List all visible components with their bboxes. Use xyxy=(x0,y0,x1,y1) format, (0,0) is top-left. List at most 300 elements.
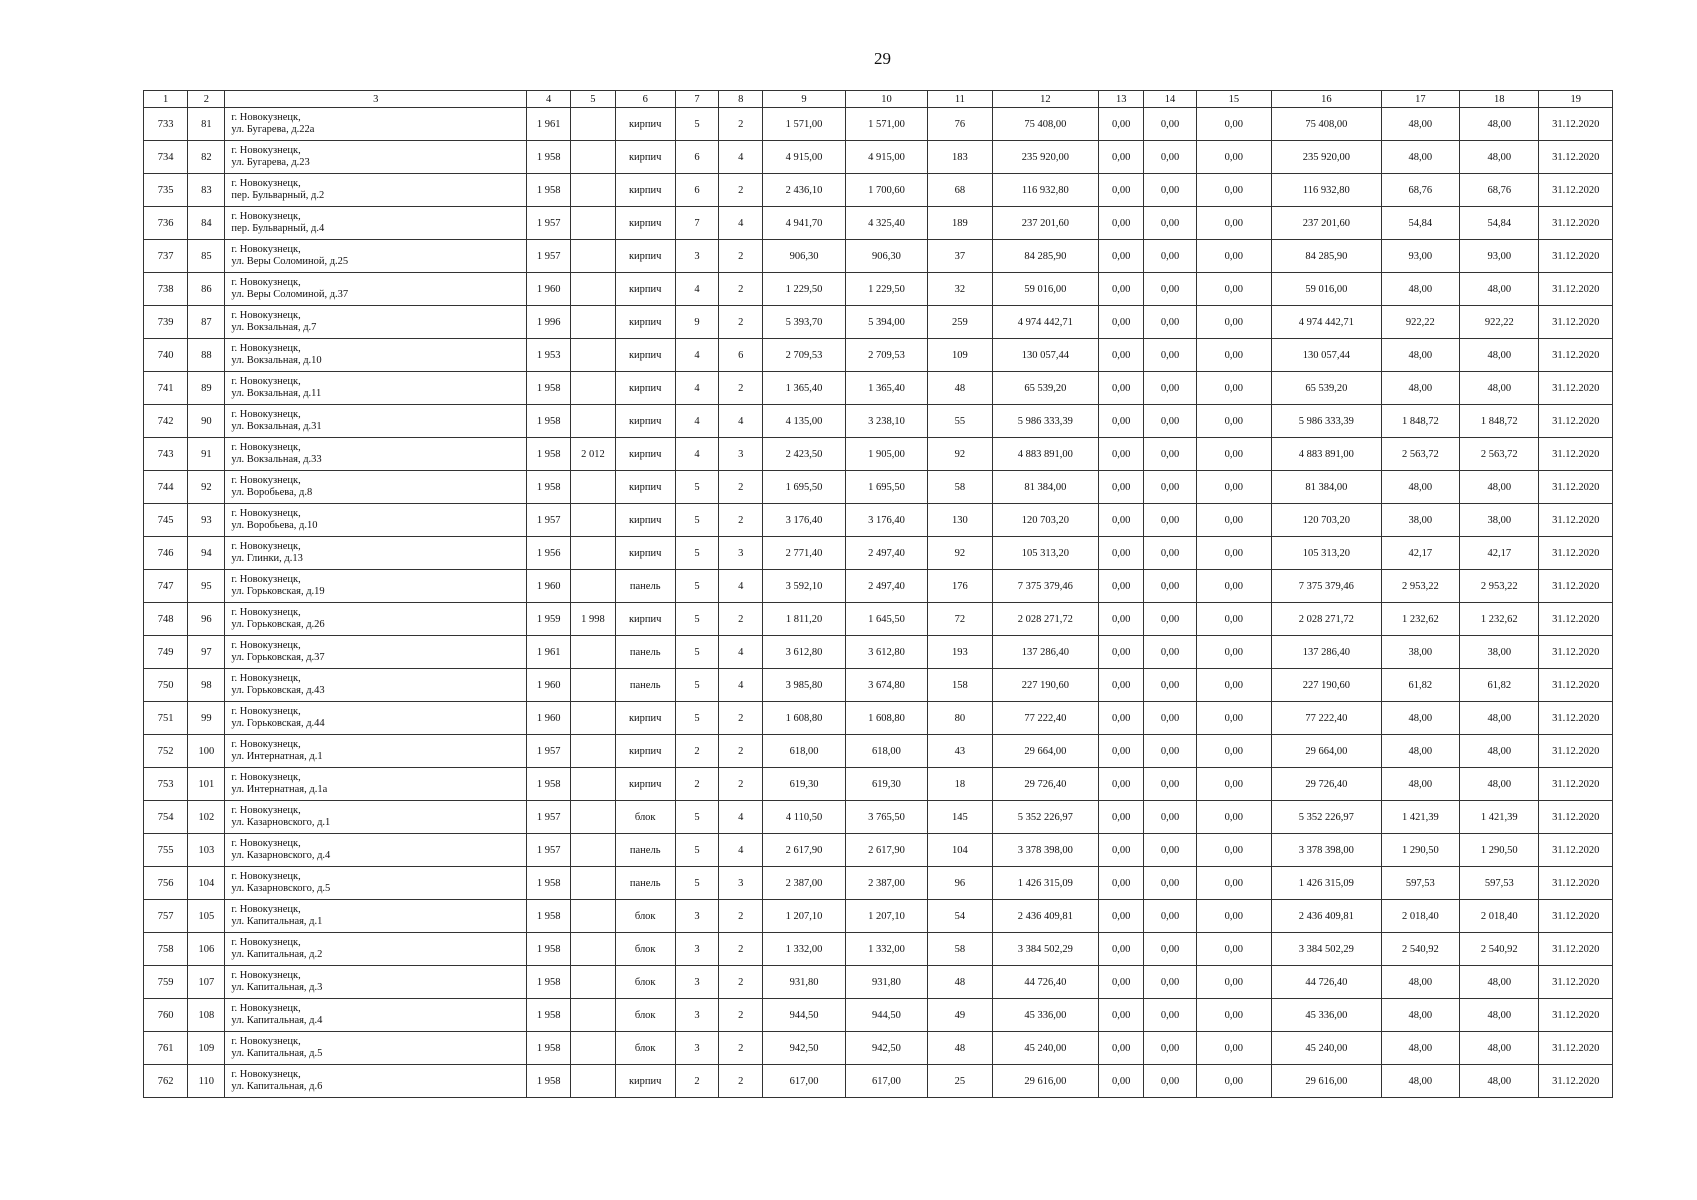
cell-col-13: 0,00 xyxy=(1099,108,1144,141)
table-row xyxy=(144,933,1613,966)
cell-col-16: 1 426 315,09 xyxy=(1272,867,1382,900)
address-street: ул. Казарновского, д.1 xyxy=(231,817,331,828)
cell-local-number: 109 xyxy=(188,1032,225,1065)
cell-col-5 xyxy=(571,900,615,933)
cell-col-10: 1 700,60 xyxy=(845,174,927,207)
table-row xyxy=(144,603,1613,636)
cell-col-10: 1 571,00 xyxy=(845,108,927,141)
cell-col-7: 3 xyxy=(675,933,718,966)
table-row xyxy=(144,999,1613,1032)
address-street: ул. Капитальная, д.4 xyxy=(231,1015,323,1026)
cell-col-14: 0,00 xyxy=(1144,306,1196,339)
address-street: ул. Интернатная, д.1 xyxy=(231,751,323,762)
cell-col-12: 116 932,80 xyxy=(992,174,1099,207)
cell-col-11: 48 xyxy=(928,966,992,999)
cell-col-12: 7 375 379,46 xyxy=(992,570,1099,603)
cell-col-19: 31.12.2020 xyxy=(1539,933,1613,966)
cell-col-12: 3 378 398,00 xyxy=(992,834,1099,867)
cell-col-7: 4 xyxy=(675,438,718,471)
table-row xyxy=(144,306,1613,339)
cell-col-12: 45 336,00 xyxy=(992,999,1099,1032)
cell-row-number: 743 xyxy=(144,438,188,471)
cell-col-8: 2 xyxy=(719,702,763,735)
cell-col-13: 0,00 xyxy=(1099,306,1144,339)
table-row xyxy=(144,405,1613,438)
cell-col-14: 0,00 xyxy=(1144,1065,1196,1098)
cell-col-4: 1 959 xyxy=(527,603,571,636)
cell-col-16: 81 384,00 xyxy=(1272,471,1382,504)
cell-col-6: панель xyxy=(615,669,675,702)
address-street: ул. Вокзальная, д.7 xyxy=(231,322,317,333)
cell-col-16: 237 201,60 xyxy=(1272,207,1382,240)
cell-col-19: 31.12.2020 xyxy=(1539,669,1613,702)
cell-col-5 xyxy=(571,306,615,339)
table-row xyxy=(144,1065,1613,1098)
address-street: ул. Капитальная, д.1 xyxy=(231,916,323,927)
address-street: ул. Глинки, д.13 xyxy=(231,553,303,564)
cell-col-11: 104 xyxy=(928,834,992,867)
cell-col-8: 2 xyxy=(719,1065,763,1098)
cell-col-9: 617,00 xyxy=(763,1065,845,1098)
cell-col-11: 55 xyxy=(928,405,992,438)
cell-col-16: 59 016,00 xyxy=(1272,273,1382,306)
table-row xyxy=(144,735,1613,768)
cell-col-9: 1 207,10 xyxy=(763,900,845,933)
cell-col-8: 2 xyxy=(719,900,763,933)
cell-col-16: 227 190,60 xyxy=(1272,669,1382,702)
cell-col-15: 0,00 xyxy=(1196,141,1271,174)
cell-col-13: 0,00 xyxy=(1099,570,1144,603)
cell-col-17: 597,53 xyxy=(1381,867,1459,900)
table-row xyxy=(144,966,1613,999)
cell-col-18: 1 232,62 xyxy=(1460,603,1539,636)
cell-col-17: 42,17 xyxy=(1381,537,1459,570)
cell-col-15: 0,00 xyxy=(1196,273,1271,306)
column-header-2: 2 xyxy=(188,91,225,108)
cell-col-17: 922,22 xyxy=(1381,306,1459,339)
cell-row-number: 754 xyxy=(144,801,188,834)
cell-address xyxy=(225,438,527,471)
table-row xyxy=(144,174,1613,207)
address-city: г. Новокузнецк, xyxy=(231,772,301,783)
column-header-7: 7 xyxy=(675,91,718,108)
cell-col-17: 48,00 xyxy=(1381,1065,1459,1098)
cell-col-13: 0,00 xyxy=(1099,834,1144,867)
address-city: г. Новокузнецк, xyxy=(231,541,301,552)
cell-col-5 xyxy=(571,339,615,372)
cell-row-number: 741 xyxy=(144,372,188,405)
cell-col-7: 5 xyxy=(675,471,718,504)
cell-col-5 xyxy=(571,471,615,504)
cell-col-13: 0,00 xyxy=(1099,669,1144,702)
cell-col-6: кирпич xyxy=(615,207,675,240)
cell-col-9: 1 332,00 xyxy=(763,933,845,966)
address-city: г. Новокузнецк, xyxy=(231,508,301,519)
cell-col-8: 2 xyxy=(719,735,763,768)
cell-col-11: 109 xyxy=(928,339,992,372)
cell-col-10: 1 645,50 xyxy=(845,603,927,636)
address-city: г. Новокузнецк, xyxy=(231,442,301,453)
table-row xyxy=(144,108,1613,141)
cell-col-19: 31.12.2020 xyxy=(1539,108,1613,141)
cell-col-10: 1 332,00 xyxy=(845,933,927,966)
cell-col-7: 5 xyxy=(675,834,718,867)
cell-local-number: 98 xyxy=(188,669,225,702)
cell-address xyxy=(225,834,527,867)
cell-col-15: 0,00 xyxy=(1196,174,1271,207)
cell-col-10: 2 497,40 xyxy=(845,570,927,603)
cell-col-12: 235 920,00 xyxy=(992,141,1099,174)
cell-col-19: 31.12.2020 xyxy=(1539,603,1613,636)
cell-col-17: 2 540,92 xyxy=(1381,933,1459,966)
table-row xyxy=(144,141,1613,174)
cell-col-7: 3 xyxy=(675,900,718,933)
cell-row-number: 757 xyxy=(144,900,188,933)
cell-col-14: 0,00 xyxy=(1144,471,1196,504)
cell-col-14: 0,00 xyxy=(1144,207,1196,240)
cell-col-7: 5 xyxy=(675,801,718,834)
cell-col-10: 931,80 xyxy=(845,966,927,999)
cell-col-12: 77 222,40 xyxy=(992,702,1099,735)
cell-col-19: 31.12.2020 xyxy=(1539,207,1613,240)
cell-col-12: 5 352 226,97 xyxy=(992,801,1099,834)
cell-col-4: 1 957 xyxy=(527,207,571,240)
cell-col-16: 65 539,20 xyxy=(1272,372,1382,405)
cell-col-16: 4 974 442,71 xyxy=(1272,306,1382,339)
cell-col-5 xyxy=(571,108,615,141)
table-row xyxy=(144,207,1613,240)
cell-col-19: 31.12.2020 xyxy=(1539,966,1613,999)
cell-col-12: 5 986 333,39 xyxy=(992,405,1099,438)
address-street: ул. Интернатная, д.1а xyxy=(231,784,328,795)
cell-col-4: 1 958 xyxy=(527,1032,571,1065)
cell-row-number: 734 xyxy=(144,141,188,174)
cell-col-19: 31.12.2020 xyxy=(1539,636,1613,669)
cell-col-4: 1 958 xyxy=(527,405,571,438)
cell-col-17: 48,00 xyxy=(1381,966,1459,999)
cell-col-6: кирпич xyxy=(615,768,675,801)
cell-col-5 xyxy=(571,636,615,669)
cell-col-15: 0,00 xyxy=(1196,735,1271,768)
cell-col-14: 0,00 xyxy=(1144,1032,1196,1065)
cell-row-number: 744 xyxy=(144,471,188,504)
cell-col-14: 0,00 xyxy=(1144,834,1196,867)
cell-col-11: 32 xyxy=(928,273,992,306)
cell-col-10: 3 176,40 xyxy=(845,504,927,537)
cell-col-8: 2 xyxy=(719,1032,763,1065)
cell-col-18: 48,00 xyxy=(1460,1065,1539,1098)
cell-col-9: 1 571,00 xyxy=(763,108,845,141)
cell-col-6: панель xyxy=(615,570,675,603)
cell-col-7: 4 xyxy=(675,339,718,372)
cell-col-14: 0,00 xyxy=(1144,108,1196,141)
cell-col-17: 54,84 xyxy=(1381,207,1459,240)
cell-col-17: 38,00 xyxy=(1381,636,1459,669)
cell-col-13: 0,00 xyxy=(1099,174,1144,207)
cell-row-number: 752 xyxy=(144,735,188,768)
cell-col-13: 0,00 xyxy=(1099,702,1144,735)
address-street: ул. Вокзальная, д.33 xyxy=(231,454,322,465)
cell-col-9: 1 229,50 xyxy=(763,273,845,306)
cell-col-13: 0,00 xyxy=(1099,966,1144,999)
table-row xyxy=(144,801,1613,834)
table-row xyxy=(144,636,1613,669)
cell-col-14: 0,00 xyxy=(1144,141,1196,174)
cell-row-number: 751 xyxy=(144,702,188,735)
cell-col-8: 4 xyxy=(719,834,763,867)
cell-col-10: 2 617,90 xyxy=(845,834,927,867)
table-row xyxy=(144,372,1613,405)
cell-col-18: 2 540,92 xyxy=(1460,933,1539,966)
cell-col-8: 2 xyxy=(719,372,763,405)
cell-col-16: 130 057,44 xyxy=(1272,339,1382,372)
cell-col-19: 31.12.2020 xyxy=(1539,174,1613,207)
address-street: ул. Воробьева, д.8 xyxy=(231,487,313,498)
cell-col-4: 1 958 xyxy=(527,966,571,999)
address-city: г. Новокузнецк, xyxy=(231,640,301,651)
cell-col-8: 4 xyxy=(719,669,763,702)
cell-row-number: 758 xyxy=(144,933,188,966)
cell-col-11: 130 xyxy=(928,504,992,537)
cell-address xyxy=(225,108,527,141)
cell-col-6: панель xyxy=(615,867,675,900)
column-header-11: 11 xyxy=(928,91,992,108)
cell-col-13: 0,00 xyxy=(1099,438,1144,471)
cell-col-18: 48,00 xyxy=(1460,768,1539,801)
cell-col-17: 93,00 xyxy=(1381,240,1459,273)
cell-col-14: 0,00 xyxy=(1144,504,1196,537)
cell-col-4: 1 961 xyxy=(527,636,571,669)
cell-col-6: кирпич xyxy=(615,504,675,537)
cell-col-10: 906,30 xyxy=(845,240,927,273)
cell-col-8: 3 xyxy=(719,537,763,570)
cell-col-13: 0,00 xyxy=(1099,1065,1144,1098)
cell-col-5 xyxy=(571,834,615,867)
cell-col-15: 0,00 xyxy=(1196,471,1271,504)
address-city: г. Новокузнецк, xyxy=(231,1069,301,1080)
cell-col-15: 0,00 xyxy=(1196,867,1271,900)
cell-col-19: 31.12.2020 xyxy=(1539,537,1613,570)
cell-address xyxy=(225,240,527,273)
cell-col-14: 0,00 xyxy=(1144,636,1196,669)
cell-col-16: 3 384 502,29 xyxy=(1272,933,1382,966)
cell-col-11: 58 xyxy=(928,471,992,504)
cell-local-number: 92 xyxy=(188,471,225,504)
cell-col-4: 1 958 xyxy=(527,471,571,504)
cell-local-number: 99 xyxy=(188,702,225,735)
address-street: ул. Горьковская, д.43 xyxy=(231,685,325,696)
cell-col-15: 0,00 xyxy=(1196,240,1271,273)
address-street: ул. Вокзальная, д.10 xyxy=(231,355,322,366)
cell-col-18: 48,00 xyxy=(1460,702,1539,735)
cell-col-8: 2 xyxy=(719,306,763,339)
cell-col-17: 2 018,40 xyxy=(1381,900,1459,933)
cell-col-8: 4 xyxy=(719,570,763,603)
cell-col-4: 1 958 xyxy=(527,438,571,471)
cell-col-18: 48,00 xyxy=(1460,735,1539,768)
cell-local-number: 101 xyxy=(188,768,225,801)
cell-col-12: 29 616,00 xyxy=(992,1065,1099,1098)
table-row xyxy=(144,339,1613,372)
cell-local-number: 107 xyxy=(188,966,225,999)
cell-local-number: 90 xyxy=(188,405,225,438)
cell-col-16: 105 313,20 xyxy=(1272,537,1382,570)
cell-col-17: 1 290,50 xyxy=(1381,834,1459,867)
cell-col-8: 4 xyxy=(719,405,763,438)
cell-col-6: кирпич xyxy=(615,306,675,339)
table-row xyxy=(144,273,1613,306)
cell-col-17: 48,00 xyxy=(1381,339,1459,372)
address-city: г. Новокузнецк, xyxy=(231,904,301,915)
cell-col-19: 31.12.2020 xyxy=(1539,504,1613,537)
cell-col-14: 0,00 xyxy=(1144,339,1196,372)
cell-col-9: 1 608,80 xyxy=(763,702,845,735)
cell-col-15: 0,00 xyxy=(1196,669,1271,702)
cell-col-12: 4 974 442,71 xyxy=(992,306,1099,339)
cell-col-17: 48,00 xyxy=(1381,702,1459,735)
cell-row-number: 746 xyxy=(144,537,188,570)
cell-col-11: 48 xyxy=(928,1032,992,1065)
cell-col-7: 2 xyxy=(675,768,718,801)
cell-col-6: блок xyxy=(615,900,675,933)
cell-col-8: 2 xyxy=(719,471,763,504)
cell-col-15: 0,00 xyxy=(1196,636,1271,669)
cell-col-7: 5 xyxy=(675,504,718,537)
cell-col-18: 1 848,72 xyxy=(1460,405,1539,438)
cell-col-10: 2 387,00 xyxy=(845,867,927,900)
cell-col-15: 0,00 xyxy=(1196,405,1271,438)
table-row xyxy=(144,867,1613,900)
cell-address xyxy=(225,570,527,603)
cell-col-10: 2 497,40 xyxy=(845,537,927,570)
cell-col-9: 942,50 xyxy=(763,1032,845,1065)
cell-col-8: 3 xyxy=(719,438,763,471)
cell-col-18: 93,00 xyxy=(1460,240,1539,273)
cell-col-8: 4 xyxy=(719,207,763,240)
cell-col-14: 0,00 xyxy=(1144,999,1196,1032)
cell-col-4: 1 960 xyxy=(527,273,571,306)
cell-col-6: кирпич xyxy=(615,1065,675,1098)
cell-col-14: 0,00 xyxy=(1144,570,1196,603)
cell-col-6: кирпич xyxy=(615,141,675,174)
cell-col-7: 4 xyxy=(675,372,718,405)
table-row xyxy=(144,504,1613,537)
cell-col-5 xyxy=(571,207,615,240)
cell-col-4: 1 960 xyxy=(527,669,571,702)
cell-col-17: 48,00 xyxy=(1381,108,1459,141)
address-city: г. Новокузнецк, xyxy=(231,244,301,255)
cell-col-15: 0,00 xyxy=(1196,537,1271,570)
cell-col-4: 1 996 xyxy=(527,306,571,339)
cell-col-17: 48,00 xyxy=(1381,471,1459,504)
cell-col-9: 1 365,40 xyxy=(763,372,845,405)
cell-col-12: 2 436 409,81 xyxy=(992,900,1099,933)
cell-col-11: 54 xyxy=(928,900,992,933)
cell-address xyxy=(225,471,527,504)
cell-col-12: 227 190,60 xyxy=(992,669,1099,702)
cell-row-number: 747 xyxy=(144,570,188,603)
cell-col-13: 0,00 xyxy=(1099,933,1144,966)
column-header-19: 19 xyxy=(1539,91,1613,108)
cell-col-12: 4 883 891,00 xyxy=(992,438,1099,471)
cell-col-9: 2 771,40 xyxy=(763,537,845,570)
cell-col-17: 48,00 xyxy=(1381,768,1459,801)
cell-local-number: 106 xyxy=(188,933,225,966)
address-city: г. Новокузнецк, xyxy=(231,574,301,585)
cell-col-7: 9 xyxy=(675,306,718,339)
table-row xyxy=(144,240,1613,273)
address-city: г. Новокузнецк, xyxy=(231,805,301,816)
cell-col-12: 105 313,20 xyxy=(992,537,1099,570)
cell-col-14: 0,00 xyxy=(1144,735,1196,768)
cell-col-4: 1 958 xyxy=(527,1065,571,1098)
cell-col-7: 5 xyxy=(675,603,718,636)
cell-row-number: 749 xyxy=(144,636,188,669)
cell-col-19: 31.12.2020 xyxy=(1539,834,1613,867)
cell-address xyxy=(225,537,527,570)
cell-col-18: 48,00 xyxy=(1460,999,1539,1032)
cell-col-4: 1 958 xyxy=(527,999,571,1032)
cell-col-14: 0,00 xyxy=(1144,240,1196,273)
cell-col-15: 0,00 xyxy=(1196,504,1271,537)
cell-col-5 xyxy=(571,141,615,174)
cell-col-6: кирпич xyxy=(615,438,675,471)
cell-col-9: 2 709,53 xyxy=(763,339,845,372)
cell-col-14: 0,00 xyxy=(1144,174,1196,207)
cell-col-7: 5 xyxy=(675,867,718,900)
address-city: г. Новокузнецк, xyxy=(231,376,301,387)
cell-col-15: 0,00 xyxy=(1196,372,1271,405)
cell-col-19: 31.12.2020 xyxy=(1539,768,1613,801)
column-header-10: 10 xyxy=(845,91,927,108)
cell-col-6: блок xyxy=(615,999,675,1032)
cell-col-13: 0,00 xyxy=(1099,603,1144,636)
column-header-13: 13 xyxy=(1099,91,1144,108)
cell-col-17: 68,76 xyxy=(1381,174,1459,207)
cell-col-18: 38,00 xyxy=(1460,636,1539,669)
column-header-6: 6 xyxy=(615,91,675,108)
cell-col-14: 0,00 xyxy=(1144,933,1196,966)
cell-col-9: 4 135,00 xyxy=(763,405,845,438)
address-city: г. Новокузнецк, xyxy=(231,211,301,222)
cell-col-8: 2 xyxy=(719,240,763,273)
cell-col-9: 619,30 xyxy=(763,768,845,801)
cell-col-4: 1 961 xyxy=(527,108,571,141)
table-body xyxy=(144,108,1613,1098)
cell-col-17: 48,00 xyxy=(1381,735,1459,768)
cell-col-9: 618,00 xyxy=(763,735,845,768)
column-header-14: 14 xyxy=(1144,91,1196,108)
cell-col-9: 3 985,80 xyxy=(763,669,845,702)
cell-col-9: 2 436,10 xyxy=(763,174,845,207)
cell-col-14: 0,00 xyxy=(1144,801,1196,834)
cell-local-number: 82 xyxy=(188,141,225,174)
cell-col-6: панель xyxy=(615,636,675,669)
address-city: г. Новокузнецк, xyxy=(231,475,301,486)
cell-local-number: 91 xyxy=(188,438,225,471)
cell-col-11: 48 xyxy=(928,372,992,405)
address-street: ул. Бугарева, д.23 xyxy=(231,157,310,168)
cell-col-11: 259 xyxy=(928,306,992,339)
cell-col-12: 3 384 502,29 xyxy=(992,933,1099,966)
cell-col-19: 31.12.2020 xyxy=(1539,438,1613,471)
column-header-1: 1 xyxy=(144,91,188,108)
address-street: ул. Капитальная, д.2 xyxy=(231,949,323,960)
cell-col-19: 31.12.2020 xyxy=(1539,372,1613,405)
cell-col-7: 5 xyxy=(675,537,718,570)
cell-row-number: 760 xyxy=(144,999,188,1032)
cell-col-16: 5 986 333,39 xyxy=(1272,405,1382,438)
